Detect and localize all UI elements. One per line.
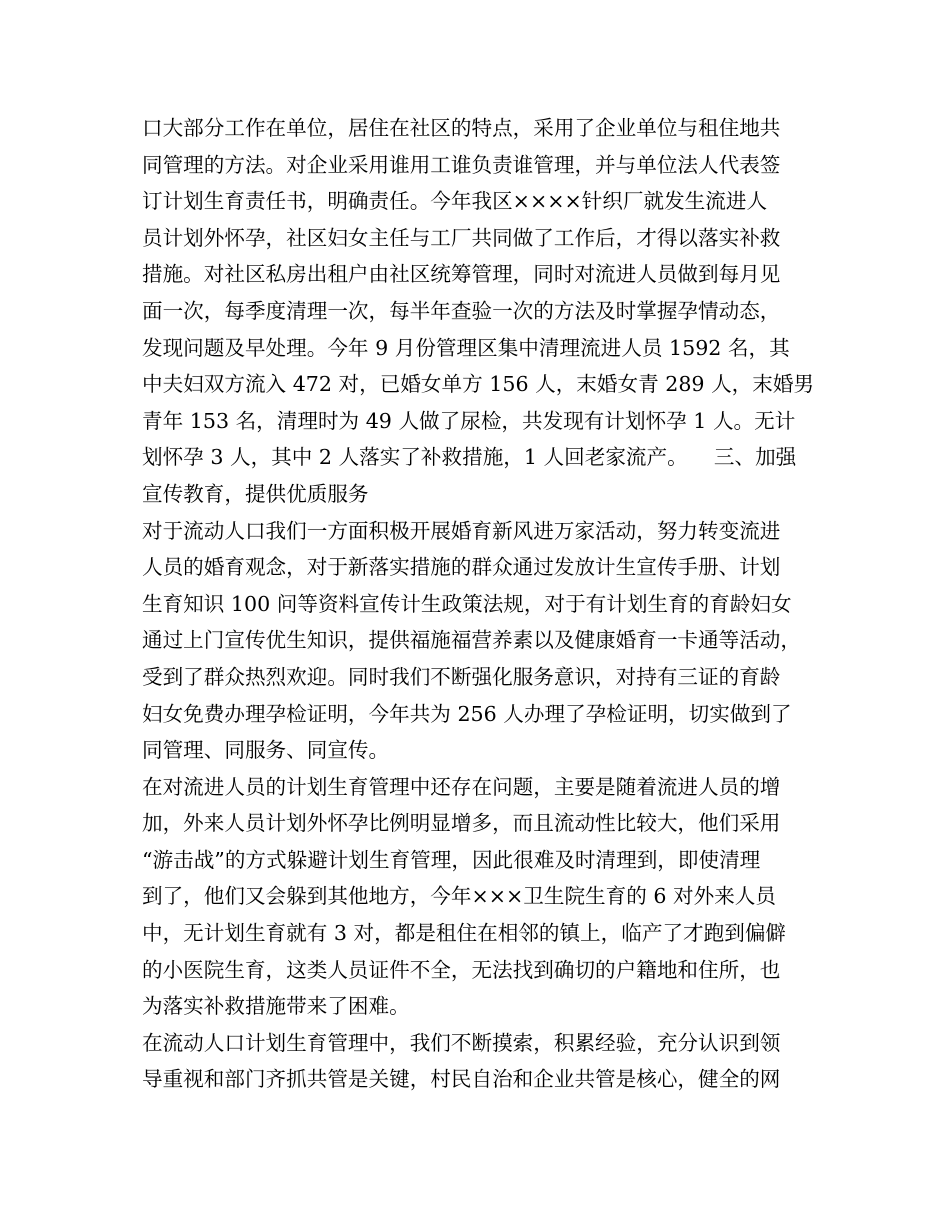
text-line: 通过上门宣传优生知识，提供福施福营养素以及健康婚育一卡通等活动， xyxy=(142,628,801,653)
text-line: 中夫妇双方流入 472 对，已婚女单方 156 人，末婚女青 289 人，末婚男 xyxy=(142,372,815,397)
text-line: 人员的婚育观念，对于新落实措施的群众通过发放计生宣传手册、计划 xyxy=(142,555,781,580)
text-line: 同管理、同服务、同宣传。 xyxy=(142,738,390,763)
text-line: 在对流进人员的计划生育管理中还存在问题，主要是随着流进人员的增 xyxy=(142,774,781,799)
text-line: 面一次，每季度清理一次，每半年查验一次的方法及时掌握孕情动态， xyxy=(142,298,781,323)
section-heading-line: 宣传教育，提供优质服务 xyxy=(142,481,369,506)
text-line: 划怀孕 3 人，其中 2 人落实了补救措施，1 人回老家流产。 三、加强 xyxy=(142,445,797,470)
text-line: 在流动人口计划生育管理中，我们不断摸索，积累经验，充分认识到领 xyxy=(142,1030,781,1055)
text-line: 生育知识 100 问等资料宣传计生政策法规，对于有计划生育的育龄妇女 xyxy=(142,591,792,616)
text-line: 受到了群众热烈欢迎。同时我们不断强化服务意识，对持有三证的育龄 xyxy=(142,664,781,689)
text-line: 员计划外怀孕，社区妇女主任与工厂共同做了工作后，才得以落实补救 xyxy=(142,225,781,250)
text-line: “游击战”的方式躲避计划生育管理，因此很难及时清理到，即使清理 xyxy=(142,847,761,872)
text-line: 对于流动人口我们一方面积极开展婚育新风进万家活动，努力转变流进 xyxy=(142,518,781,543)
text-line: 口大部分工作在单位，居住在社区的特点，采用了企业单位与租住地共 xyxy=(142,116,781,140)
text-line: 订计划生育责任书，明确责任。今年我区××××针织厂就发生流进人 xyxy=(142,189,768,214)
text-line: 到了，他们又会躲到其他地方，今年×××卫生院生育的 6 对外来人员 xyxy=(142,884,776,909)
text-line: 同管理的方法。对企业采用谁用工谁负责谁管理，并与单位法人代表签 xyxy=(142,152,781,177)
text-line: 措施。对社区私房出租户由社区统筹管理，同时对流进人员做到每月见 xyxy=(142,262,781,287)
text-line: 发现问题及早处理。今年 9 月份管理区集中清理流进人员 1592 名，其 xyxy=(142,335,790,360)
document-page xyxy=(142,110,824,1098)
text-line: 加，外来人员计划外怀孕比例明显增多，而且流动性比较大，他们采用 xyxy=(142,811,781,836)
text-line: 妇女免费办理孕检证明，今年共为 256 人办理了孕检证明，切实做到了 xyxy=(142,701,792,726)
text-line: 导重视和部门齐抓共管是关键，村民自治和企业共管是核心，健全的网 xyxy=(142,1067,781,1092)
text-line: 为落实补救措施带来了困难。 xyxy=(142,994,410,1019)
text-line: 的小医院生育，这类人员证件不全，无法找到确切的户籍地和住所，也 xyxy=(142,957,781,982)
text-line: 青年 153 名，清理时为 49 人做了尿检，共发现有计划怀孕 1 人。无计 xyxy=(142,408,796,433)
text-line: 中，无计划生育就有 3 对，都是租住在相邻的镇上，临产了才跑到偏僻 xyxy=(142,921,787,946)
